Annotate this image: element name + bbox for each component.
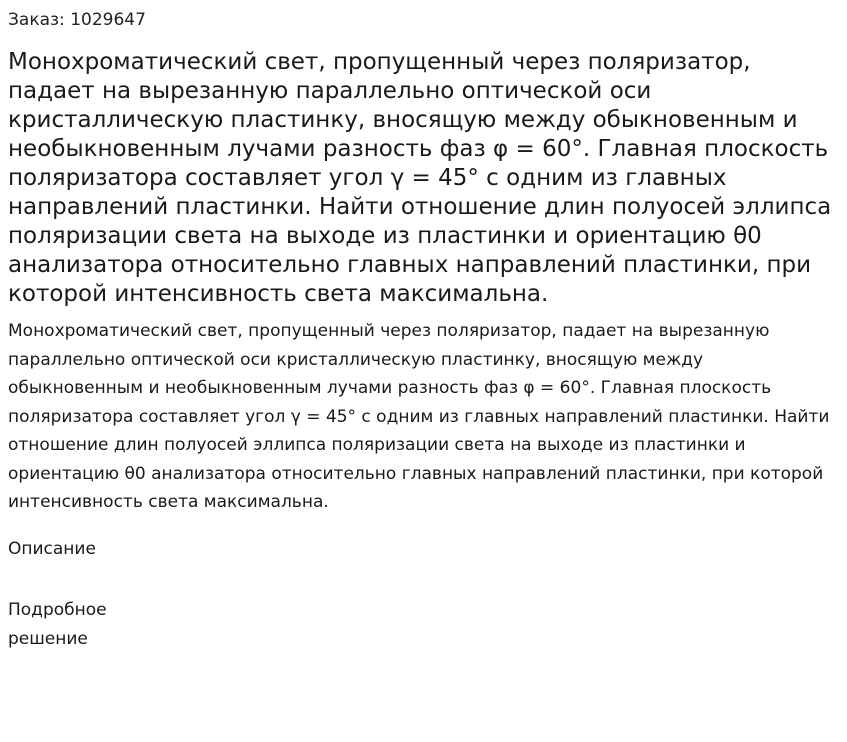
task-title: Монохроматический свет, пропущенный через поляризатор, падает на вырезанную параллельно оптической оси кристаллическую пластинку, вносящую между обыкновенным и необыкновенным лучами разность фаз φ = 60°. Главная плоскость поляризатора составляет угол γ = 45° с одним из главных направлений пластинки. Найти отношение длин полуосей эллипса поляризации света на выходе из пластинки и ориентацию θ0 анализатора относительно главных направлений пластинки, при которой интенсивность света максимальна. xyxy=(8,49,832,307)
order-number: 1029647 xyxy=(70,10,146,30)
order-info xyxy=(8,8,840,32)
description-heading: Описание xyxy=(8,538,96,559)
page-content xyxy=(8,8,840,654)
task-text: Монохроматический свет, пропущенный через поляризатор, падает на вырезанную параллельно оптической оси кристаллическую пластинку, вносящую между обыкновенным и необыкновенным лучами разность фаз φ = 60°. Главная плоскость поляризатора составляет угол γ = 45° с одним из главных направлений пластинки. Найти отношение длин полуосей эллипса поляризации света на выходе из пластинки и ориентацию θ0 анализатора относительно главных направлений пластинки, при которой интенсивность света максимальна. xyxy=(8,321,830,512)
order-label: Заказ: xyxy=(8,10,65,30)
detailed-solution-link[interactable]: Подробное решение xyxy=(8,599,107,649)
